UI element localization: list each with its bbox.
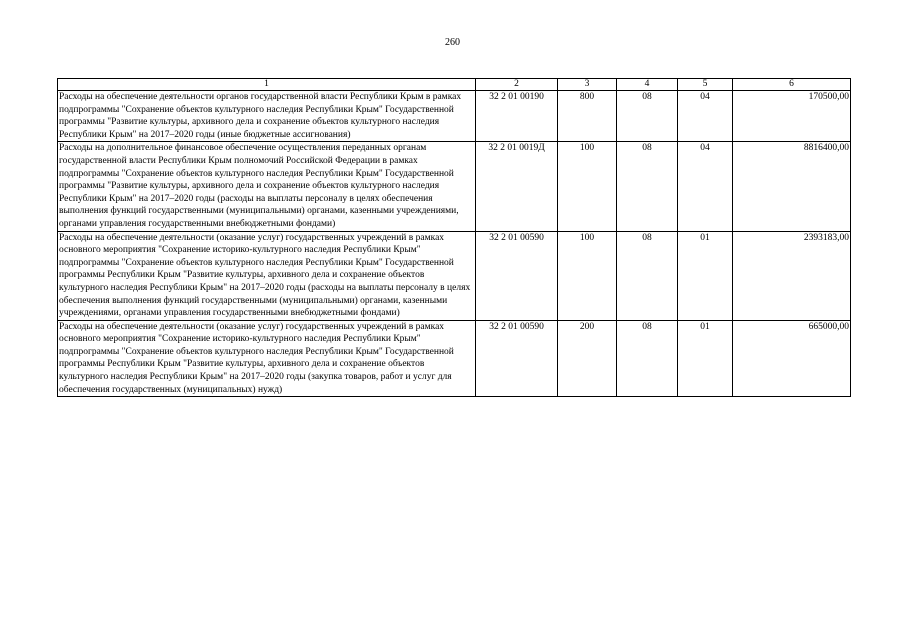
table-row bbox=[58, 231, 851, 320]
row-col4: 08 bbox=[617, 231, 678, 320]
table-row bbox=[58, 320, 851, 397]
column-header-2: 2 bbox=[476, 79, 558, 91]
row-amount: 2393183,00 bbox=[733, 231, 851, 320]
row-col5: 04 bbox=[678, 142, 733, 231]
row-code: 32 2 01 00590 bbox=[476, 320, 558, 397]
column-header-3: 3 bbox=[558, 79, 617, 91]
row-col3: 200 bbox=[558, 320, 617, 397]
row-amount: 170500,00 bbox=[733, 91, 851, 142]
row-amount: 665000,00 bbox=[733, 320, 851, 397]
column-header-6: 6 bbox=[733, 79, 851, 91]
page-number: 260 bbox=[445, 37, 460, 48]
row-description: Расходы на обеспечение деятельности (оказание услуг) государственных учреждений в рамках основного мероприятия "Сохранение историко-культурного наследия Республики Крым" подпрограммы "Сохранение объектов культурного наследия Республики Крым" Государственной программы Республики Крым "Развитие культуры, архивного дела и сохранение объектов культурного наследия Республики Крым" на 2017–2020 годы (закупка товаров, работ и услуг для обеспечения государственных (муниципальных) нужд) bbox=[58, 320, 476, 397]
row-col3: 800 bbox=[558, 91, 617, 142]
row-col5: 04 bbox=[678, 91, 733, 142]
column-header-1: 1 bbox=[58, 79, 476, 91]
row-code: 32 2 01 0019Д bbox=[476, 142, 558, 231]
column-header-4: 4 bbox=[617, 79, 678, 91]
row-amount: 8816400,00 bbox=[733, 142, 851, 231]
row-description: Расходы на обеспечение деятельности органов государственной власти Республики Крым в рамках подпрограммы "Сохранение объектов культурного наследия Республики Крым" Государственной программы "Развитие культуры, архивного дела и сохранение объектов культурного наследия Республики Крым" на 2017–2020 годы (иные бюджетные ассигнования) bbox=[58, 91, 476, 142]
budget-table bbox=[57, 78, 851, 397]
row-col5: 01 bbox=[678, 320, 733, 397]
row-col3: 100 bbox=[558, 142, 617, 231]
row-col5: 01 bbox=[678, 231, 733, 320]
row-code: 32 2 01 00590 bbox=[476, 231, 558, 320]
table-header-row bbox=[58, 79, 851, 91]
row-description: Расходы на обеспечение деятельности (оказание услуг) государственных учреждений в рамках основного мероприятия "Сохранение историко-культурного наследия Республики Крым" подпрограммы "Сохранение объектов культурного наследия Республики Крым" Государственной программы Республики Крым "Развитие культуры, архивного дела и сохранение объектов культурного наследия Республики Крым" на 2017–2020 годы (расходы на выплаты персоналу в целях обеспечения выполнения функций государственными (муниципальными) органами, казенными учреждениями, органами управления государственными внебюджетными фондами) bbox=[58, 231, 476, 320]
column-header-5: 5 bbox=[678, 79, 733, 91]
row-code: 32 2 01 00190 bbox=[476, 91, 558, 142]
row-col4: 08 bbox=[617, 91, 678, 142]
row-description: Расходы на дополнительное финансовое обеспечение осуществления переданных органам государственной власти Республики Крым полномочий Российской Федерации в рамках подпрограммы "Сохранение объектов культурного наследия Республики Крым" Государственной программы "Развитие культуры, архивного дела и сохранение объектов культурного наследия Республики Крым" на 2017–2020 годы (расходы на выплаты персоналу в целях обеспечения выполнения функций государственными (муниципальными) органами, казенными учреждениями, органами управления государственными внебюджетными фондами) bbox=[58, 142, 476, 231]
table-row bbox=[58, 142, 851, 231]
row-col3: 100 bbox=[558, 231, 617, 320]
row-col4: 08 bbox=[617, 320, 678, 397]
row-col4: 08 bbox=[617, 142, 678, 231]
table-row bbox=[58, 91, 851, 142]
